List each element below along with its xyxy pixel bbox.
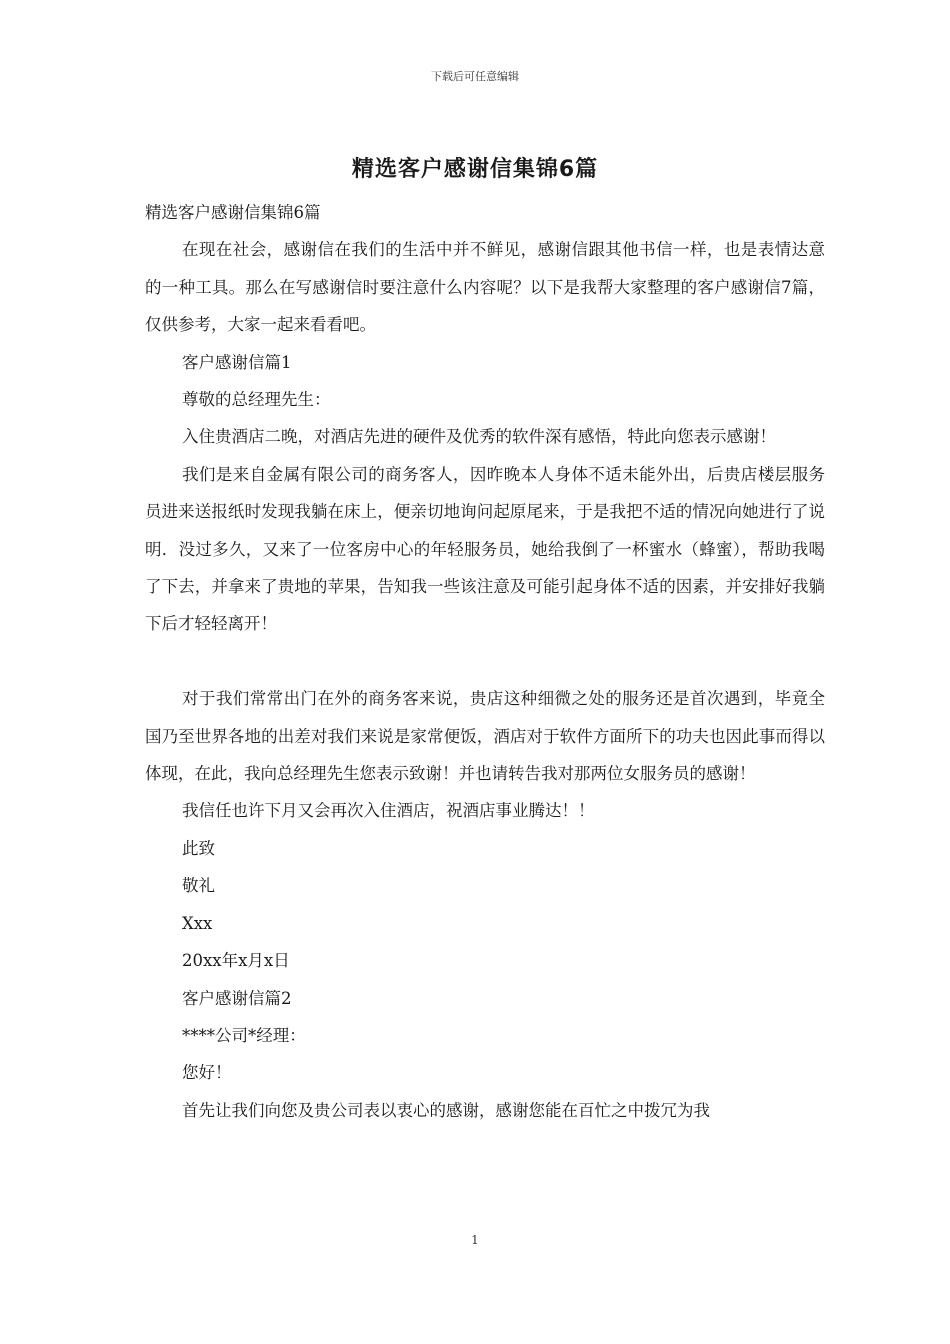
letter1-paragraph-3: 对于我们常常出门在外的商务客来说，贵店这种细微之处的服务还是首次遇到，毕竟全国乃至世界各地的出差对我们来说是家常便饭，酒店对于软件方面所下的功夫也因此事而得以体现，在此，我向总经理先生您表示致谢！并也请转告我对那两位女服务员的感谢！ — [145, 689, 825, 784]
letter1-paragraph-1: 入住贵酒店二晚，对酒店先进的硬件及优秀的软件深有感悟，特此向您表示感谢！ — [182, 427, 776, 447]
closing-zhici: 此致 — [182, 838, 215, 858]
subtitle-line: 精选客户感谢信集锦6篇 — [145, 203, 321, 222]
document-title: 精选客户感谢信集锦6篇 — [351, 157, 599, 182]
letter1-paragraph-4: 我信任也许下月又会再次入住酒店，祝酒店事业腾达！！ — [182, 801, 595, 821]
greeting: 您好！ — [182, 1063, 232, 1083]
intro-paragraph: 在现在社会，感谢信在我们的生活中并不鲜见，感谢信跟其他书信一样，也是表情达意的一种工具。那么在写感谢信时要注意什么内容呢？以下是我帮大家整理的客户感谢信7篇，仅供参考，大家一起来看看吧。 — [145, 240, 825, 335]
header-note: 下载后可任意编辑 — [431, 70, 519, 83]
letter2-paragraph-1: 首先让我们向您及贵公司表以衷心的感谢，感谢您能在百忙之中拨冗为我 — [182, 1100, 710, 1120]
closing-jingli: 敬礼 — [182, 876, 215, 896]
section-heading-1: 客户感谢信篇1 — [182, 352, 292, 372]
salutation-2: ****公司*经理： — [182, 1025, 306, 1045]
document-body — [145, 194, 825, 1129]
section-heading-2: 客户感谢信篇2 — [182, 988, 292, 1008]
letter1-paragraph-2: 我们是来自金属有限公司的商务客人，因昨晚本人身体不适未能外出，后贵店楼层服务员进来送报纸时发现我躺在床上，便亲切地询问起原尾来，于是我把不适的情况向她进行了说明．没过多久，又来了一位客房中心的年轻服务员，她给我倒了一杯蜜水（蜂蜜），帮助我喝了下去，并拿来了贵地的苹果，告知我一些该注意及可能引起身体不适的因素，并安排好我躺下后才轻轻离开！ — [145, 464, 825, 634]
signature: Xxx — [182, 913, 213, 933]
salutation-1: 尊敬的总经理先生： — [182, 390, 331, 410]
blank-line — [145, 643, 825, 680]
page-number: 1 — [471, 1233, 479, 1247]
letter-date: 20xx年x月x日 — [182, 951, 290, 971]
